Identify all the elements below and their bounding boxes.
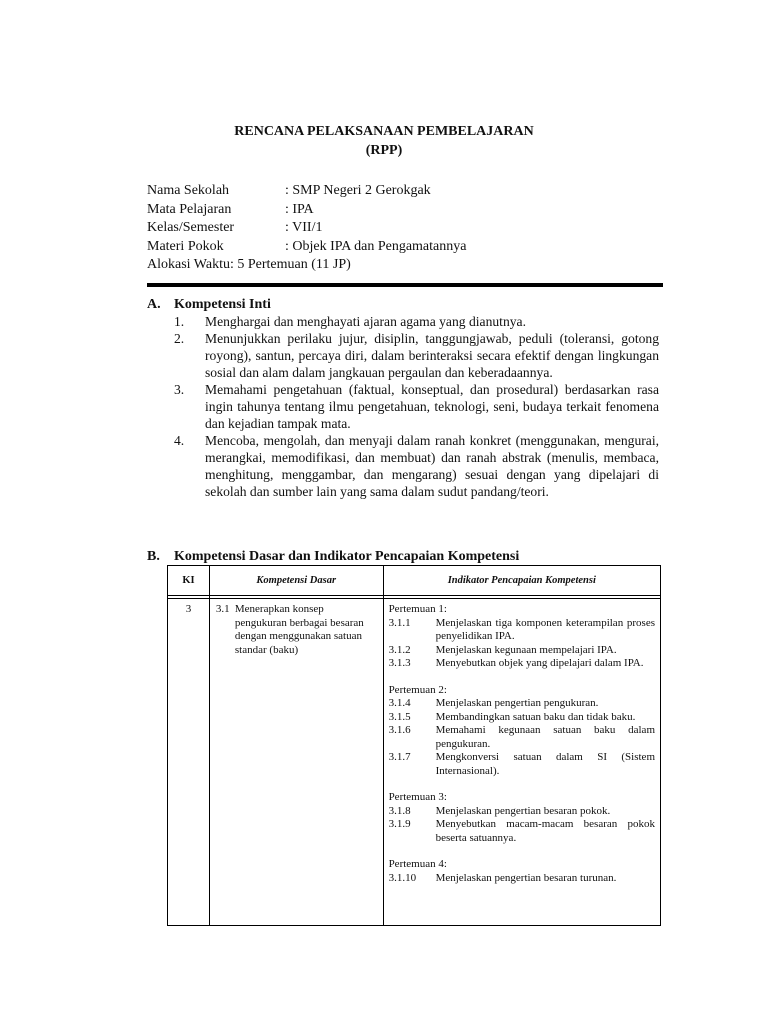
column-header-ipk: Indikator Pencapaian Kompetensi bbox=[383, 566, 660, 596]
indicator-text: Menyebutkan macam-macam besaran pokok beserta satuannya. bbox=[435, 818, 655, 844]
indicator-group bbox=[389, 791, 655, 845]
indicator-code: 3.1.5 bbox=[388, 710, 411, 723]
kd-text-first: Menerapkan konsep bbox=[234, 603, 324, 615]
ipk-cell bbox=[383, 599, 660, 926]
indicator-code: 3.1.9 bbox=[388, 818, 411, 830]
indicator-item bbox=[389, 711, 655, 725]
list-item bbox=[174, 330, 659, 381]
meeting-title: Pertemuan 2: bbox=[388, 683, 447, 696]
indicator-code: 3.1.1 bbox=[388, 616, 411, 629]
identity-label: Materi Pokok bbox=[147, 238, 224, 254]
list-item bbox=[174, 381, 659, 432]
indicator-text: Menjelaskan pengertian besaran pokok. bbox=[435, 804, 611, 817]
indicator-group bbox=[389, 684, 655, 779]
identity-row bbox=[147, 201, 466, 220]
kompetensi-inti-list bbox=[174, 313, 659, 500]
alokasi-waktu bbox=[147, 256, 466, 275]
section-a-letter: A. bbox=[147, 297, 161, 312]
indicator-text: Menjelaskan tiga komponen keterampilan proses penyelidikan IPA. bbox=[435, 616, 655, 642]
list-item bbox=[174, 313, 659, 330]
meeting-title: Pertemuan 4: bbox=[388, 858, 447, 870]
indicator-group bbox=[389, 603, 655, 671]
header-divider bbox=[147, 283, 663, 287]
indicator-code: 3.1.2 bbox=[388, 643, 411, 656]
indicator-group bbox=[389, 858, 655, 885]
item-number: 2. bbox=[174, 331, 185, 346]
meeting-title: Pertemuan 1: bbox=[388, 603, 447, 615]
indicator-item bbox=[389, 697, 655, 711]
identity-label: Kelas/Semester bbox=[147, 220, 235, 235]
identity-value: : VII/1 bbox=[285, 220, 323, 235]
indicator-item bbox=[389, 805, 655, 819]
indicator-text: Mengkonversi satuan dalam SI (Sistem Internasional). bbox=[435, 751, 655, 777]
identity-value: : SMP Negeri 2 Gerokgak bbox=[285, 183, 431, 198]
item-text: Mencoba, mengolah, dan menyaji dalam ranah konkret (menggunakan, mengurai, merangkai, memodifikasi, dan membuat) dan ranah abstrak (menulis, membaca, menghitung, menggambar, dan mengarang) sesuai dengan yang dipelajari di sekolah dan sumber lain yang sama dalam sudut pandang/teori. bbox=[205, 433, 659, 499]
identity-label: Mata Pelajaran bbox=[147, 201, 232, 217]
indicator-text: Menjelaskan pengertian pengukuran. bbox=[435, 697, 599, 709]
section-b-title: Kompetensi Dasar dan Indikator Pencapaian Kompetensi bbox=[174, 549, 520, 564]
identity-label: Nama Sekolah bbox=[147, 183, 230, 198]
indicator-code: 3.1.3 bbox=[388, 657, 411, 669]
indicator-item bbox=[389, 644, 655, 658]
indicator-code: 3.1.8 bbox=[388, 804, 411, 817]
ki-cell: 3 bbox=[168, 599, 210, 926]
item-number: 4. bbox=[174, 433, 185, 448]
indicator-item bbox=[389, 818, 655, 845]
indicator-text: Menjelaskan pengertian besaran turunan. bbox=[435, 871, 617, 884]
kd-ipk-table bbox=[167, 565, 661, 926]
indicator-item bbox=[389, 872, 655, 886]
identity-row bbox=[147, 238, 466, 257]
indicator-text: Membandingkan satuan baku dan tidak baku. bbox=[435, 710, 636, 723]
indicator-code: 3.1.7 bbox=[388, 751, 411, 763]
item-number: 3. bbox=[174, 382, 185, 397]
section-a-title: Kompetensi Inti bbox=[174, 297, 271, 312]
indicator-item bbox=[389, 657, 655, 671]
indicator-item bbox=[389, 751, 655, 778]
indicator-item bbox=[389, 617, 655, 644]
column-header-ki: KI bbox=[168, 566, 210, 596]
document-title: RENCANA PELAKSANAAN PEMBELAJARAN bbox=[234, 124, 534, 139]
meeting-title: Pertemuan 3: bbox=[388, 791, 447, 803]
indicator-text: Menjelaskan kegunaan mempelajari IPA. bbox=[435, 643, 617, 656]
indicator-text: Memahami kegunaan satuan baku dalam pengukuran. bbox=[435, 724, 655, 750]
document-subtitle: (RPP) bbox=[365, 143, 403, 158]
column-header-kd: Kompetensi Dasar bbox=[209, 566, 383, 596]
kd-number: 3.1 bbox=[215, 603, 230, 615]
kd-cell bbox=[209, 599, 383, 926]
kd-text-rest: pengukuran berbagai besaran dengan menggunakan satuan standar (baku) bbox=[234, 616, 364, 656]
indicator-code: 3.1.6 bbox=[388, 724, 411, 736]
identity-value: : IPA bbox=[285, 201, 314, 217]
identity-row bbox=[147, 219, 466, 238]
item-text: Menunjukkan perilaku jujur, disiplin, tanggungjawab, peduli (toleransi, gotong royong), santun, percaya diri, dalam berinteraksi secara efektif dengan lingkungan sosial dan alam dalam jangkauan pergaulan dan keberadaannya. bbox=[205, 331, 659, 380]
identity-value: : Objek IPA dan Pengamatannya bbox=[285, 238, 467, 254]
alokasi-text: Alokasi Waktu: 5 Pertemuan (11 JP) bbox=[147, 257, 351, 272]
table-row bbox=[168, 599, 661, 926]
section-b-letter: B. bbox=[147, 549, 160, 564]
list-item bbox=[174, 432, 659, 500]
indicator-code: 3.1.10 bbox=[388, 871, 417, 884]
item-text: Memahami pengetahuan (faktual, konseptual, dan prosedural) berdasarkan rasa ingin tahunya tentang ilmu pengetahuan, teknologi, seni, budaya terkait fenomena dan kejadian tampak mata. bbox=[205, 382, 659, 431]
indicator-item bbox=[389, 724, 655, 751]
table-header-row bbox=[168, 566, 661, 596]
indicator-text: Menyebutkan objek yang dipelajari dalam IPA. bbox=[435, 657, 644, 669]
item-text: Menghargai dan menghayati ajaran agama yang dianutnya. bbox=[205, 314, 526, 329]
item-number: 1. bbox=[174, 314, 185, 329]
identity-block bbox=[147, 182, 466, 275]
indicator-code: 3.1.4 bbox=[388, 697, 411, 709]
identity-row bbox=[147, 182, 466, 201]
